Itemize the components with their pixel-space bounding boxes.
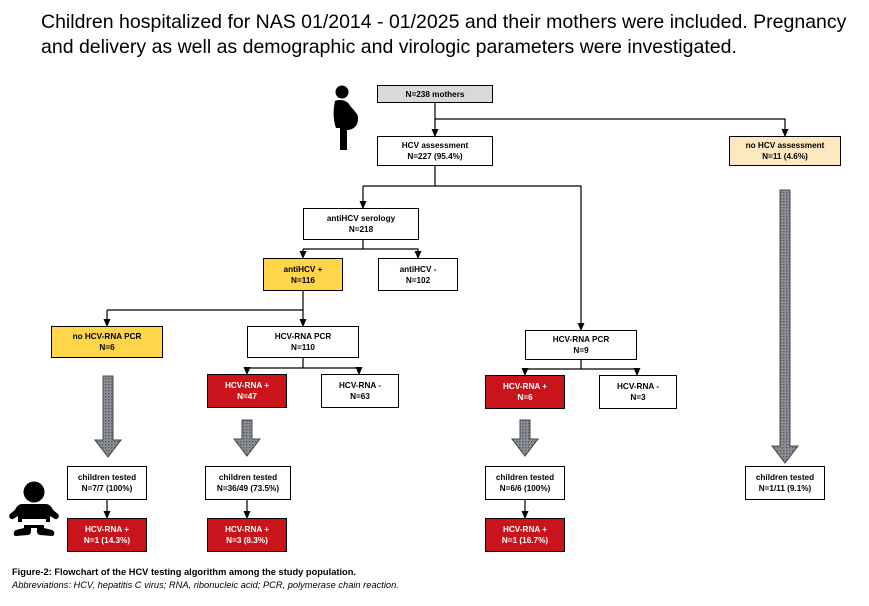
node-rna-pcr-9 — [525, 330, 637, 360]
heading-text: Children hospitalized for NAS 01/2014 - 01/2025 and their mothers were included. Pregnancy and delivery as well as demographic and virologic parameters were investigated. — [41, 11, 847, 58]
node-children-tested-1 — [67, 466, 147, 500]
node-no-hcv-assessment-label: no HCV assessment — [745, 141, 825, 150]
node-child-rna-positive-2 — [207, 518, 287, 552]
down-arrow-rna-pos-47 — [234, 420, 260, 456]
node-children-tested-2-label: children tested — [218, 473, 278, 482]
node-child-rna-positive-1-label: HCV-RNA + — [84, 525, 130, 534]
node-rna-positive-6-label: HCV-RNA + — [502, 382, 548, 391]
node-antihcv-negative-count: N=102 — [405, 275, 431, 285]
baby-icon — [9, 482, 59, 537]
node-mothers — [377, 85, 493, 103]
down-arrow-no-hcv — [772, 190, 798, 463]
node-hcv-assessment — [377, 136, 493, 166]
node-children-tested-3 — [485, 466, 565, 500]
node-rna-pcr-9-count: N=9 — [573, 346, 589, 355]
node-children-tested-4-label: children tested — [755, 473, 815, 482]
node-antihcv-serology-count: N=218 — [348, 225, 374, 234]
node-rna-pcr-110-count: N=110 — [291, 343, 315, 352]
node-hcv-assessment-label: HCV assessment — [401, 141, 469, 150]
node-antihcv-serology — [303, 208, 419, 240]
node-child-rna-positive-3-label: HCV-RNA + — [502, 525, 548, 534]
node-child-rna-positive-2-count: N=3 (8.3%) — [226, 536, 268, 545]
node-child-rna-positive-3-count: N=1 (16.7%) — [501, 536, 549, 545]
node-no-hcv-assessment-count: N=11 (4.6%) — [762, 152, 808, 161]
node-antihcv-serology-label: antiHCV serology — [326, 214, 396, 223]
node-antihcv-positive-count: N=116 — [291, 275, 315, 285]
node-rna-negative-63-label: HCV-RNA - — [339, 381, 381, 390]
node-no-hcv-assessment — [729, 136, 841, 166]
node-rna-negative-63 — [321, 374, 399, 408]
node-rna-pcr-110-label: HCV-RNA PCR — [274, 332, 332, 341]
node-children-tested-4-count: N=1/11 (9.1%) — [758, 484, 812, 493]
node-rna-negative-3 — [599, 375, 677, 409]
node-hcv-assessment-count: N=227 (95.4%) — [407, 152, 463, 161]
node-rna-positive-6-count: N=6 — [517, 393, 533, 402]
node-child-rna-positive-3 — [485, 518, 565, 552]
node-children-tested-2 — [205, 466, 291, 500]
down-arrow-no-pcr — [95, 376, 121, 457]
node-rna-negative-3-count: N=3 — [630, 393, 646, 402]
node-children-tested-1-label: children tested — [77, 473, 137, 482]
node-children-tested-4 — [745, 466, 825, 500]
node-no-rna-pcr — [51, 326, 163, 358]
node-child-rna-positive-1-count: N=1 (14.3%) — [83, 536, 131, 545]
figure-caption — [12, 566, 399, 592]
node-children-tested-2-count: N=36/49 (73.5%) — [216, 484, 280, 493]
node-children-tested-3-label: children tested — [495, 473, 555, 482]
node-rna-positive-47-label: HCV-RNA + — [224, 381, 270, 390]
node-rna-negative-63-count: N=63 — [350, 392, 370, 401]
figure-caption-title: Figure-2: Flowchart of the HCV testing algorithm among the study population. — [12, 567, 356, 577]
node-child-rna-positive-2-label: HCV-RNA + — [224, 525, 270, 534]
node-mothers-count: N=238 mothers — [405, 89, 465, 99]
node-rna-positive-47-count: N=47 — [237, 392, 257, 401]
node-antihcv-negative — [378, 258, 458, 291]
node-antihcv-positive — [263, 258, 343, 291]
node-antihcv-positive-label: antiHCV + — [283, 264, 323, 274]
node-rna-negative-3-label: HCV-RNA - — [617, 382, 659, 391]
node-no-rna-pcr-label: no HCV-RNA PCR — [72, 332, 142, 341]
down-arrow-rna-pos-6 — [512, 420, 538, 456]
node-children-tested-3-count: N=6/6 (100%) — [499, 484, 551, 493]
node-rna-pcr-9-label: HCV-RNA PCR — [552, 335, 610, 344]
node-children-tested-1-count: N=7/7 (100%) — [81, 484, 133, 493]
node-rna-positive-47 — [207, 374, 287, 408]
node-antihcv-negative-label: antiHCV - — [399, 264, 437, 274]
node-rna-positive-6 — [485, 375, 565, 409]
node-no-rna-pcr-count: N=6 — [99, 343, 115, 352]
node-child-rna-positive-1 — [67, 518, 147, 552]
pregnant-woman-icon — [334, 86, 358, 151]
figure-caption-abbreviations: Abbreviations: HCV, hepatitis C virus; RNA, ribonucleic acid; PCR, polymerase chain reaction. — [12, 580, 399, 590]
node-rna-pcr-110 — [247, 326, 359, 358]
